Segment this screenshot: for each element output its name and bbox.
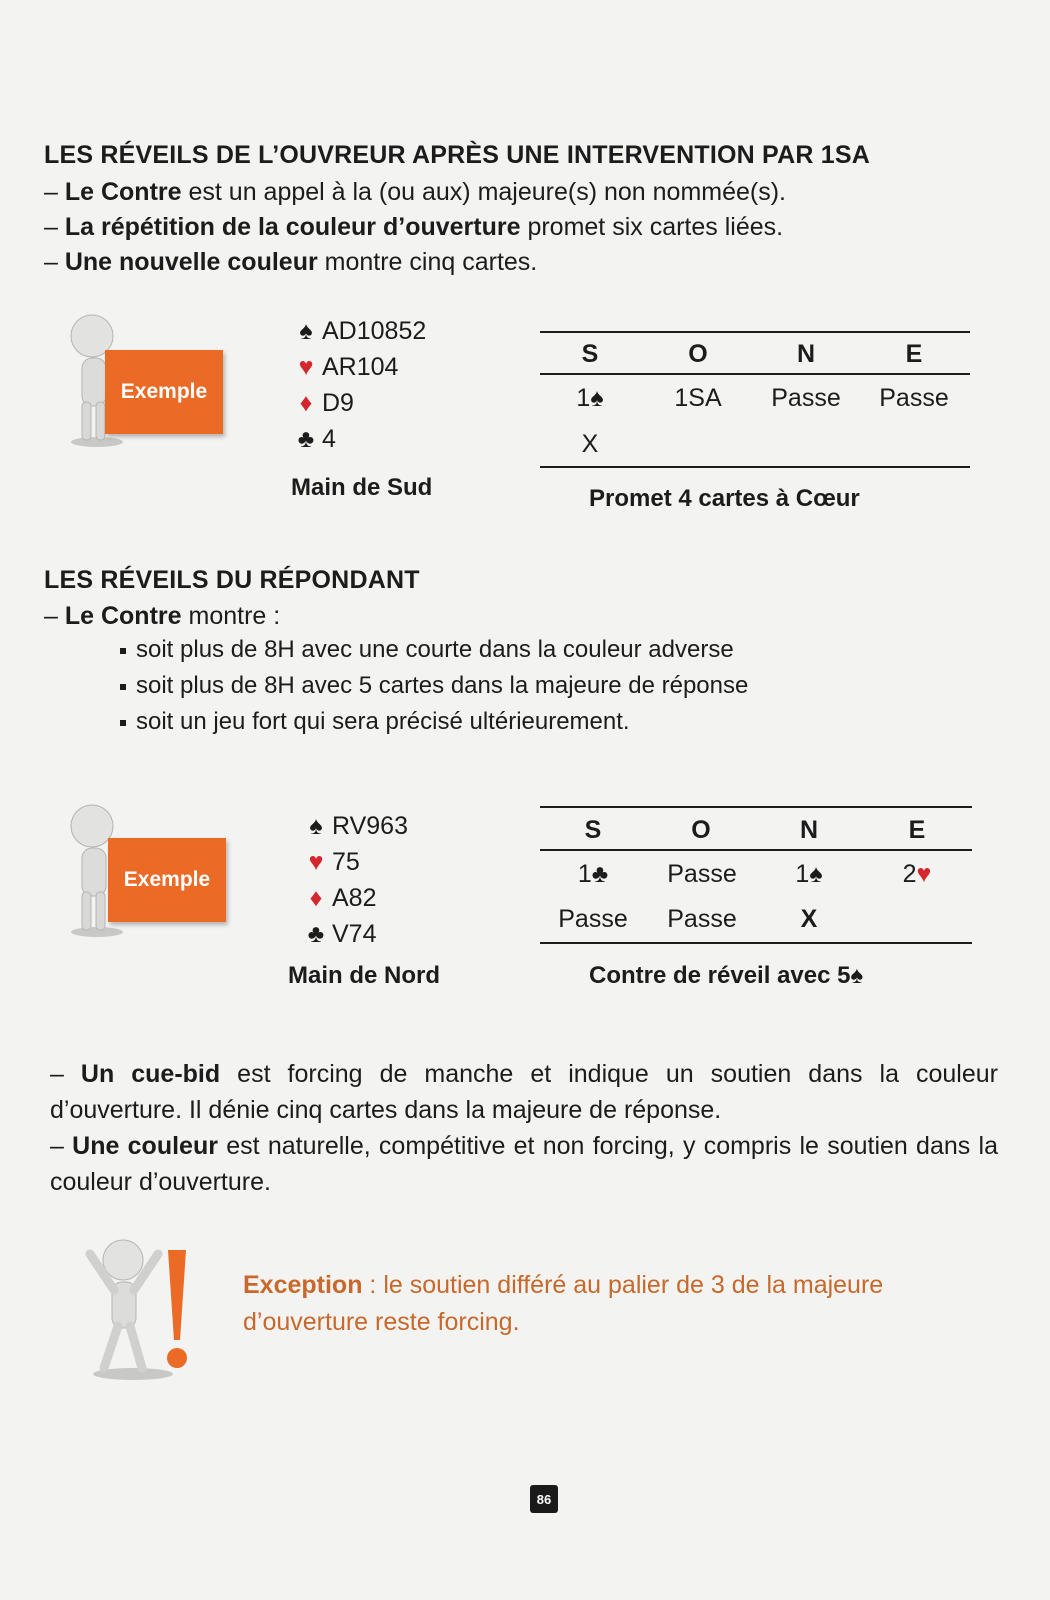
paragraph-text: est forcing de manche et indique un soutien dans la couleur d’ouverture. Il dénie cinq cartes dans la majeure de réponse. bbox=[50, 1060, 998, 1124]
col-s: S bbox=[584, 816, 602, 844]
spade-icon: ♠ bbox=[299, 317, 313, 345]
col-o: O bbox=[688, 340, 708, 368]
bid-level: 1 bbox=[577, 860, 592, 888]
dash: – bbox=[44, 248, 65, 276]
table-rule-header bbox=[540, 849, 972, 851]
cards: 4 bbox=[322, 425, 336, 453]
hand-row-hearts bbox=[290, 349, 426, 385]
bullet-text: soit plus de 8H avec une courte dans la couleur adverse bbox=[136, 636, 734, 663]
term-couleur: Une couleur bbox=[72, 1132, 218, 1160]
section1-line-2 bbox=[44, 209, 783, 245]
bid-s-2: X bbox=[581, 430, 599, 458]
cards: D9 bbox=[322, 389, 354, 417]
bid-o-2: Passe bbox=[667, 905, 737, 933]
dash: – bbox=[44, 178, 65, 206]
table-caption bbox=[589, 962, 863, 990]
heart-icon: ♥ bbox=[916, 860, 932, 888]
club-icon: ♣ bbox=[307, 920, 325, 948]
section1-line-3 bbox=[44, 244, 537, 280]
club-icon: ♣ bbox=[591, 860, 609, 888]
hand-row-spades bbox=[300, 808, 408, 844]
exclamation-figure-icon bbox=[78, 1232, 208, 1382]
dash: – bbox=[44, 602, 65, 630]
hand-caption: Main de Nord bbox=[288, 962, 441, 989]
line-text: montre : bbox=[181, 602, 281, 630]
bullet-text: soit un jeu fort qui sera précisé ultérieurement. bbox=[136, 708, 630, 735]
hand-caption: Main de Sud bbox=[291, 474, 433, 501]
exception-label: Exception bbox=[243, 1271, 363, 1299]
hand-nord bbox=[300, 808, 408, 952]
diamond-icon: ♦ bbox=[299, 389, 313, 417]
table-caption: Promet 4 cartes à Cœur bbox=[589, 485, 860, 512]
bullet-item bbox=[120, 704, 630, 740]
club-icon: ♣ bbox=[297, 425, 315, 453]
section1-heading: LES RÉVEILS DE L’OUVREUR APRÈS UNE INTERVENTION PAR 1SA bbox=[44, 141, 870, 169]
section2-intro bbox=[44, 598, 280, 634]
bullet-text: soit plus de 8H avec 5 cartes dans la majeure de réponse bbox=[136, 672, 749, 699]
bid-level: 2 bbox=[902, 860, 917, 888]
diamond-icon: ♦ bbox=[309, 884, 323, 912]
cards: A82 bbox=[332, 884, 377, 912]
example-label: Exemple bbox=[105, 350, 223, 434]
bullet-icon bbox=[120, 684, 126, 690]
bid-s-2: Passe bbox=[558, 905, 628, 933]
term-repetition: La répétition de la couleur d’ouverture bbox=[64, 213, 521, 241]
paragraph-cue-bid bbox=[50, 1056, 998, 1128]
line-text: montre cinq cartes. bbox=[317, 248, 538, 276]
dash: – bbox=[44, 213, 65, 241]
col-e: E bbox=[905, 340, 923, 368]
spade-icon: ♠ bbox=[309, 812, 323, 840]
term-contre: Le Contre bbox=[64, 178, 182, 206]
bid-o-1: 1SA bbox=[674, 384, 722, 412]
dash: – bbox=[50, 1060, 81, 1088]
table-rule-top bbox=[540, 806, 972, 808]
page-number: 86 bbox=[530, 1485, 558, 1513]
example-label: Exemple bbox=[108, 838, 226, 922]
cards: 75 bbox=[332, 848, 360, 876]
cards: AR104 bbox=[322, 353, 399, 381]
col-s: S bbox=[581, 340, 599, 368]
bullet-item bbox=[120, 632, 734, 668]
col-o: O bbox=[691, 816, 711, 844]
table-rule-top bbox=[540, 331, 970, 333]
heart-icon: ♥ bbox=[298, 353, 314, 381]
line-text: promet six cartes liées. bbox=[520, 213, 784, 241]
hand-row-clubs bbox=[290, 421, 426, 457]
bid-level: 1 bbox=[795, 860, 810, 888]
section2-heading: LES RÉVEILS DU RÉPONDANT bbox=[44, 566, 420, 594]
hand-row-spades bbox=[290, 313, 426, 349]
bid-o-1: Passe bbox=[667, 860, 737, 888]
exception-text: : le soutien différé au palier de 3 de la majeure d’ouverture reste forcing. bbox=[243, 1271, 884, 1336]
bid-level: 1 bbox=[576, 384, 591, 412]
table-rule-bottom bbox=[540, 942, 972, 944]
paragraph-couleur bbox=[50, 1128, 998, 1200]
hand-row-diamonds bbox=[300, 880, 408, 916]
bullet-icon bbox=[120, 720, 126, 726]
cards: V74 bbox=[332, 920, 377, 948]
spade-icon: ♠ bbox=[590, 384, 604, 412]
cards: RV963 bbox=[332, 812, 408, 840]
hand-row-diamonds bbox=[290, 385, 426, 421]
dash: – bbox=[50, 1132, 73, 1160]
bullet-icon bbox=[120, 648, 126, 654]
section1-line-1 bbox=[44, 174, 786, 210]
paragraph-text: est naturelle, compétitive et non forcing, y compris le soutien dans la couleur d’ouverture. bbox=[50, 1132, 998, 1196]
bid-n-2: X bbox=[800, 905, 818, 933]
cards: AD10852 bbox=[322, 317, 427, 345]
bullet-item bbox=[120, 668, 748, 704]
term-nouvelle-couleur: Une nouvelle couleur bbox=[64, 248, 318, 276]
col-n: N bbox=[799, 816, 819, 844]
bid-s-1 bbox=[550, 384, 630, 413]
hand-sud bbox=[290, 313, 426, 457]
spade-icon: ♠ bbox=[850, 962, 864, 989]
hand-row-clubs bbox=[300, 916, 408, 952]
table-rule-header bbox=[540, 373, 970, 375]
bid-n-1: Passe bbox=[771, 384, 841, 412]
bid-e-1 bbox=[877, 860, 957, 889]
term-contre: Le Contre bbox=[64, 602, 182, 630]
spade-icon: ♠ bbox=[809, 860, 823, 888]
col-e: E bbox=[908, 816, 926, 844]
exception-note bbox=[243, 1267, 965, 1341]
col-n: N bbox=[796, 340, 816, 368]
caption-text: Contre de réveil avec 5 bbox=[589, 962, 851, 989]
bid-e-1: Passe bbox=[879, 384, 949, 412]
line-text: est un appel à la (ou aux) majeure(s) non nommée(s). bbox=[181, 178, 787, 206]
term-cue-bid: Un cue-bid bbox=[80, 1060, 221, 1088]
bid-n-1 bbox=[769, 860, 849, 889]
hand-row-hearts bbox=[300, 844, 408, 880]
heart-icon: ♥ bbox=[308, 848, 324, 876]
table-rule-bottom bbox=[540, 466, 970, 468]
bid-s-1 bbox=[553, 860, 633, 889]
